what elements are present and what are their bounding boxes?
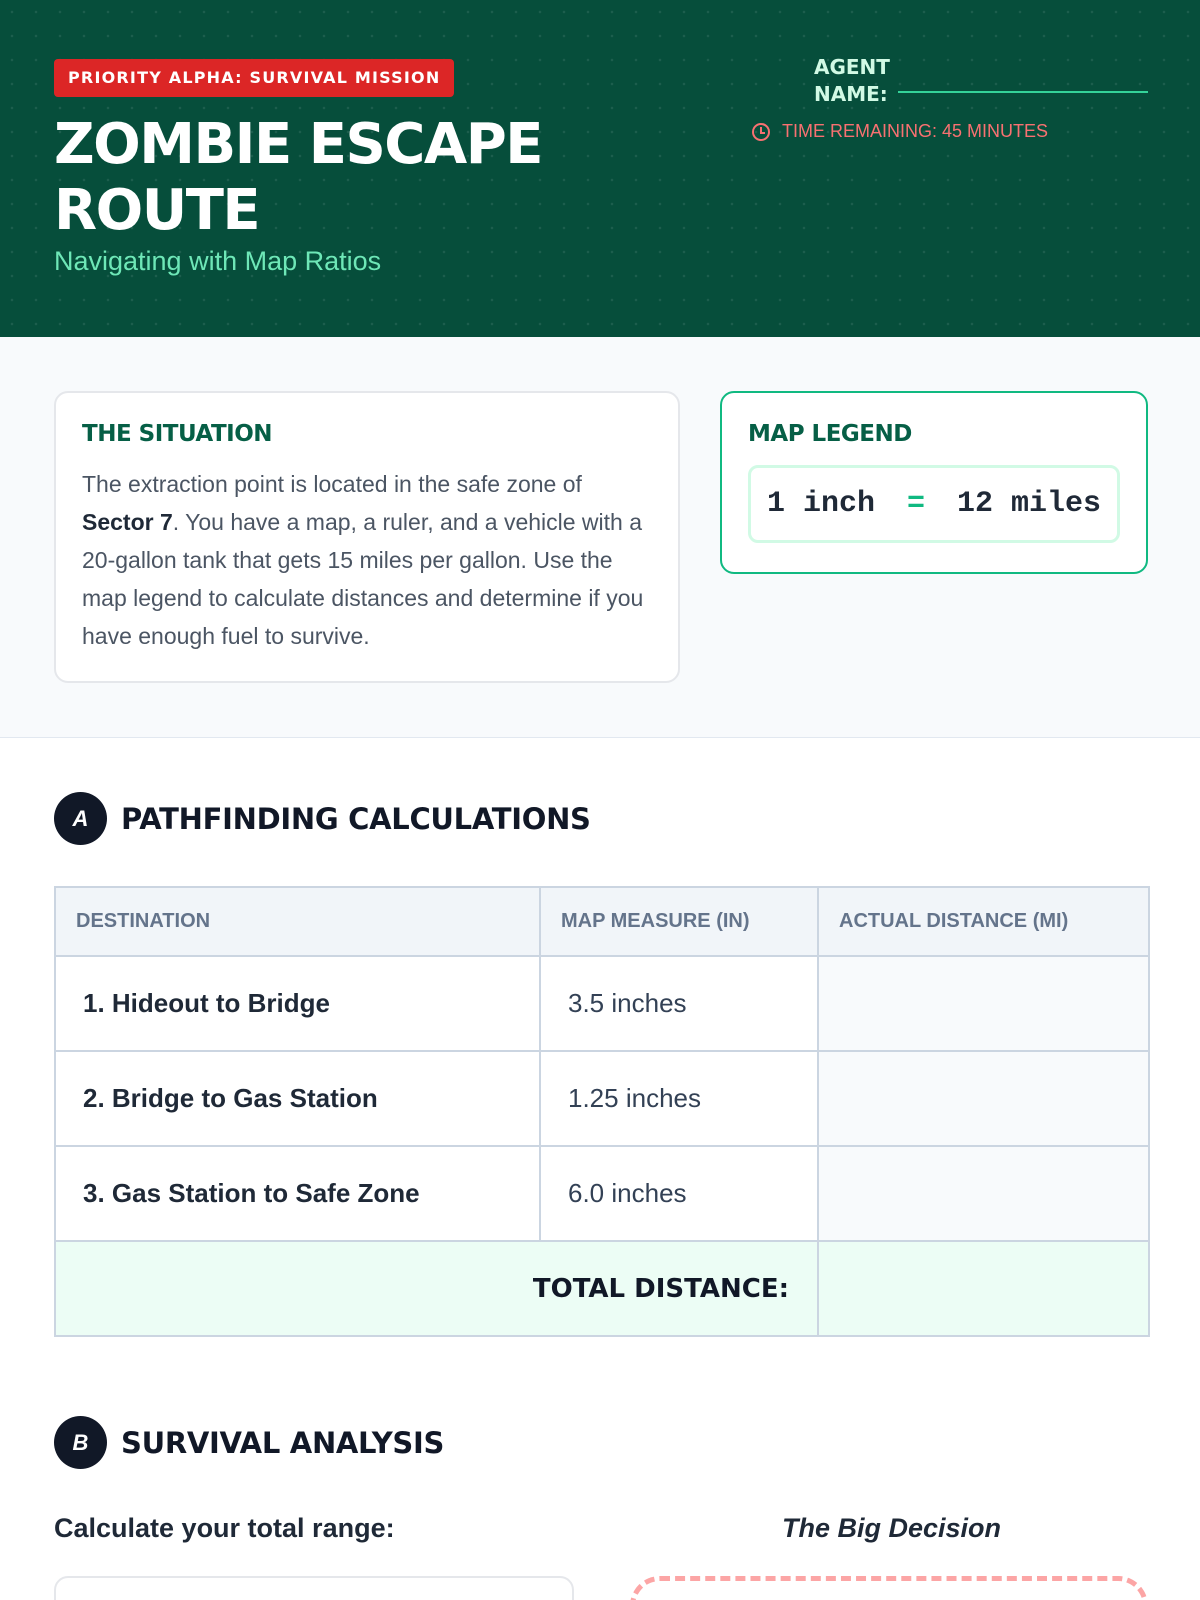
column-header-destination: DESTINATION [55,887,540,956]
decision-answer-box[interactable] [630,1576,1148,1600]
row-destination: 2. Bridge to Gas Station [55,1051,540,1146]
situation-title: THE SITUATION [82,421,272,447]
situation-sector: Sector 7 [82,509,173,535]
row-actual-distance-input[interactable] [818,1146,1149,1241]
column-header-map-measure: MAP MEASURE (IN) [540,887,818,956]
decision-label: The Big Decision [782,1513,1002,1543]
row-map-measure: 1.25 inches [540,1051,818,1146]
table-row [55,1146,1149,1241]
map-legend-title: MAP LEGEND [748,421,912,447]
section-b-title: SURVIVAL ANALYSIS [121,1425,445,1460]
map-legend-card [720,391,1148,574]
time-remaining-text: TIME REMAINING: 45 MINUTES [782,121,1049,141]
row-destination: 1. Hideout to Bridge [55,956,540,1051]
row-map-measure: 6.0 inches [540,1146,818,1241]
scale-real-unit: 12 miles [956,487,1101,521]
row-destination: 3. Gas Station to Safe Zone [55,1146,540,1241]
time-remaining [752,121,1048,142]
row-actual-distance-input[interactable] [818,956,1149,1051]
page-title: ZOMBIE ESCAPE ROUTE [54,112,543,243]
section-b-number: B [54,1416,107,1469]
column-header-actual-distance: ACTUAL DISTANCE (MI) [818,887,1149,956]
intro-section [0,337,1200,738]
clock-icon [752,123,770,141]
priority-badge: PRIORITY ALPHA: SURVIVAL MISSION [54,59,454,97]
scale-map-unit: 1 inch [767,487,876,521]
section-a-number: A [54,792,107,845]
range-label: Calculate your total range: [54,1513,395,1543]
total-distance-label: TOTAL DISTANCE: [55,1241,818,1336]
situation-text-start: The extraction point is located in the safe zone of [82,471,582,497]
situation-text [82,465,652,655]
section-a-title: PATHFINDING CALCULATIONS [121,801,591,836]
header-banner [0,0,1200,337]
row-actual-distance-input[interactable] [818,1051,1149,1146]
section-a-heading [54,792,591,845]
row-map-measure: 3.5 inches [540,956,818,1051]
agent-name-label: AGENT NAME: [814,55,890,106]
situation-text-end: . You have a map, a ruler, and a vehicle with a 20-gallon tank that gets 15 miles per gallon. Use the map legend to calculate distances and determine if you have enough fuel to survive. [82,509,644,649]
agent-name-field[interactable] [898,91,1148,93]
map-scale-ratio [748,465,1120,543]
range-answer-box[interactable] [54,1576,574,1600]
scale-equals: = [906,487,925,521]
total-row [55,1241,1149,1336]
situation-card [54,391,680,683]
distance-table [54,886,1150,1337]
table-row [55,1051,1149,1146]
total-distance-input[interactable] [818,1241,1149,1336]
table-row [55,956,1149,1051]
page-subtitle: Navigating with Map Ratios [54,246,382,276]
section-b-heading [54,1416,444,1469]
table-header-row [55,887,1149,956]
